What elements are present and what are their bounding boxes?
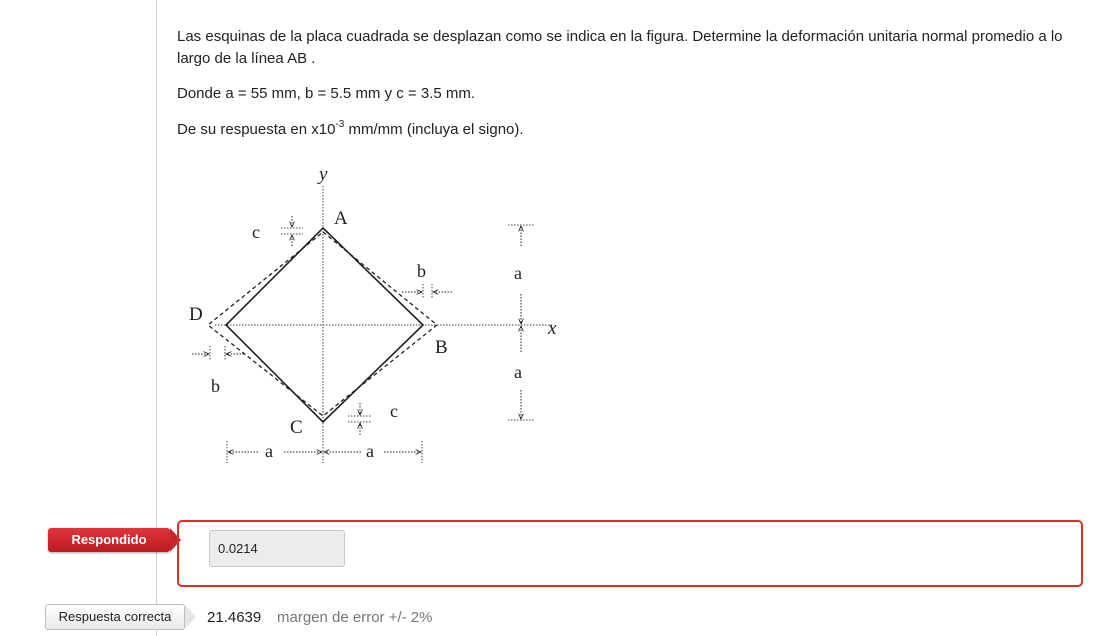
question-paragraph-1: Las esquinas de la placa cuadrada se desplazan como se indica en la figura. Determine la deformación unitaria normal promedio a lo largo de la línea AB . — [177, 28, 1063, 67]
dimension-b-right-label: b — [417, 261, 426, 281]
dimension-c-bottom-label: c — [390, 401, 398, 421]
dimension-a-right-bottom-label: a — [514, 362, 522, 382]
error-margin-text: margen de error +/- 2% — [277, 609, 433, 626]
question-text — [177, 26, 1087, 155]
x-axis-label: x — [548, 318, 557, 339]
correct-answer-value: 21.4639 — [207, 609, 262, 626]
point-D-label: D — [189, 304, 203, 325]
units-exponent: -3 — [335, 119, 345, 130]
square-plate-figure — [170, 158, 570, 473]
point-B-label: B — [435, 337, 448, 358]
point-C-label: C — [290, 417, 303, 438]
units-text-after: mm/mm (incluya el signo). — [344, 121, 524, 138]
units-text-before: De su respuesta en x10 — [177, 121, 336, 138]
correct-answer-badge: Respuesta correcta — [45, 604, 185, 630]
dimension-c-top-label: c — [252, 222, 260, 242]
dimension-a-bottom-right-label: a — [366, 441, 374, 461]
dimension-a-right-top-label: a — [514, 263, 522, 283]
point-A-label: A — [334, 208, 348, 229]
dimension-a-bottom-left-label: a — [265, 441, 273, 461]
y-axis-label: y — [319, 164, 328, 185]
question-paragraph-2: Donde a = 55 mm, b = 5.5 mm y c = 3.5 mm. — [177, 85, 476, 102]
answer-input[interactable]: 0.0214 — [209, 530, 345, 567]
answered-status-badge: Respondido — [48, 528, 170, 552]
question-paragraph-3 — [177, 119, 1087, 141]
dimension-b-left-label: b — [211, 376, 220, 396]
